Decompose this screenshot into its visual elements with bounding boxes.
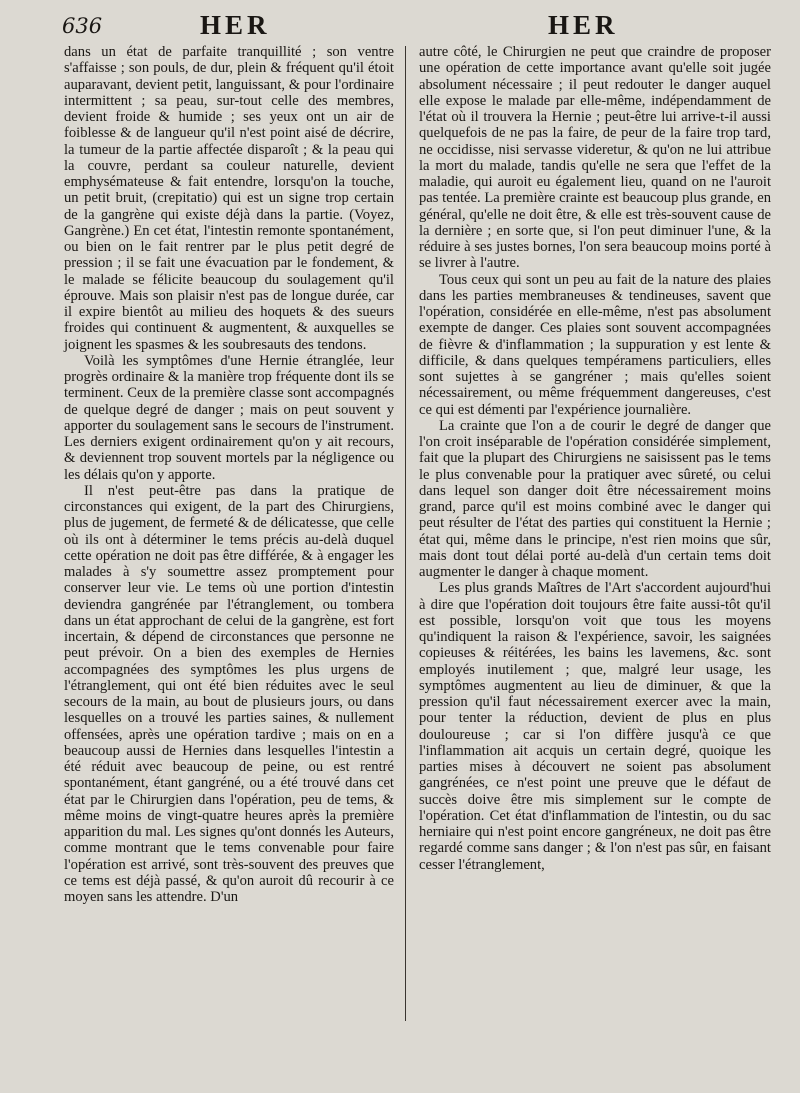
paragraph: La crainte que l'on a de courir le degré de danger que l'on croit inséparable de l'opération considérée simplement, fait que la plupart des Chirurgiens ne saisissent pas le tems le plus convenable pour la pratiquer avec sûreté, ou celui dans lequel son danger doit être nécessairement moins grand, parce qu'il est moins combiné avec le danger qui peut résulter de l'état des parties qui constituent la Hernie ; état qui, même dans le principe, n'est rien moins que sûr, mais dont tout délai porté au-delà d'un certain tems doit augmenter le danger à chaque moment. (419, 417, 771, 580)
paragraph: dans un état de parfaite tranquillité ; son ventre s'affaisse ; son pouls, de dur, plein & fréquent qu'il étoit auparavant, devient petit, languissant, & pour l'ordinaire intermittent ; sa peau, sur-tout celle des membres, devient froide & humide ; ses yeux ont un air de foiblesse & de langueur qu'il n'est point aisé de décrire, la tumeur de la partie affectée disparoît ; & la peau qui la couvre, perdant sa couleur naturelle, devient emphysémateuse & fait entendre, lorsqu'on la touche, un petit bruit, (crepitatio) qui est un signe trop certain de la gangrène qui existe déjà dans la partie. (Voyez, Gangrène.) En cet état, l'intestin remonte spontanément, ou bien on le fait rentrer par le plus petit degré de pression ; il se fait une évacuation par le fondement, & le malade se félicite beaucoup du soulagement qu'il éprouve. Mais son plaisir n'est pas de longue durée, car il expire bientôt au milieu des hoquets & des sueurs froides qui continuent & augmentent, & auxquelles se joignent les spasmes & les soubresauts des tendons. (64, 44, 394, 353)
right-column (419, 44, 771, 873)
page-header (0, 10, 800, 44)
running-head-left: HER (200, 10, 271, 40)
paragraph: Voilà les symptômes d'une Hernie étranglée, leur progrès ordinaire & la manière trop fréquente dont ils se terminent. Ceux de la première classe sont accompagnés de quelque degré de danger ; mais on peut souvent y apporter du soulagement sans le secours de l'instrument. Les derniers exigent ordinairement qu'on y ait recours, & deviennent trop souvent mortels par la négligence ou les délais qu'on y apporte. (64, 352, 394, 483)
running-head-right: HER (548, 10, 619, 40)
column-divider (405, 46, 406, 1021)
paragraph: Il n'est peut-être pas dans la pratique de circonstances qui exigent, de la part des Chirurgiens, plus de jugement, de fermeté & de délicatesse, que celle où ils ont à déterminer le tems précis au-delà duquel cette opération ne doit pas être différée, & à engager les malades à s'y soumettre assez promptement pour conserver leur vie. Le tems où une portion d'intestin deviendra gangrénée par l'étranglement, ou tombera dans un état approchant de celui de la gangrène, est fort incertain, & dépend de circonstances que personne ne peut prévoir. On a bien des exemples de Hernies accompagnées des symptômes les plus urgens de l'étranglement, qui ont été bien réduites avec le seul secours de la main, au bout de plusieurs jours, ou dans lesquelles on a trouvé les parties saines, & nullement offensées, après une opération tardive ; mais on en a beaucoup aussi de Hernies dans lesquelles l'intestin a été réduit avec beaucoup de peine, ou est rentré spontanément, étant gangréné, ou a été trouvé dans cet état par le Chirurgien dans l'opération, peu de tems, & même moins de vingt-quatre heures après la première apparition du mal. Les signes qu'ont donnés les Auteurs, comme montrant que le tems convenable pour faire l'opération est arrivé, sont très-souvent des preuves que ce tems est déjà passé, & qu'on auroit dû recourir à ce moyen sans les attendre. D'un (64, 482, 394, 905)
left-column (64, 44, 394, 905)
paragraph: autre côté, le Chirurgien ne peut que craindre de proposer une opération de cette importance avant qu'elle soit jugée absolument nécessaire ; il peut redouter le danger auquel elle expose le malade par elle-même, indépendamment de l'état où il trouvera la Hernie ; peut-être lui arrive-t-il aussi quelquefois de ne pas la faire, de peur de la faire trop tard, ne occidisse, nisi servasse videretur, & qu'on ne lui attribue la mort du malade, tandis qu'elle ne sera que l'effet de la maladie, qui auroit eu également lieu, quand on ne l'auroit pas tentée. La première crainte est beaucoup plus grande, en général, qu'elle ne doit être, & elle est très-souvent cause de la dernière ; en sorte que, si l'on peut diminuer l'une, & la réduire à ses justes bornes, l'on sera beaucoup moins porté à se livrer à l'autre. (419, 44, 771, 272)
page-number: 636 (62, 14, 103, 38)
paragraph: Tous ceux qui sont un peu au fait de la nature des plaies dans les parties membraneuses & tendineuses, savent que l'opération, considérée en elle-même, n'est pas absolument exempte de danger. Ces plaies sont souvent accompagnées de fièvre & d'inflammation ; la suppuration y est lente & difficile, & dans quelques tempéramens particuliers, elles sont sujettes à se gangréner ; mais qu'elles soient nécessairement, ou même fréquemment dangereuses, c'est ce qui est démenti par l'expérience journalière. (419, 271, 771, 418)
paragraph: Les plus grands Maîtres de l'Art s'accordent aujourd'hui à dire que l'opération doit toujours être faite aussi-tôt qu'il est possible, lorsqu'on voit que tous les moyens qu'indiquent la raison & l'expérience, savoir, les saignées copieuses & réitérées, les bains les lavemens, &c. sont employés inutilement ; que, malgré leur usage, les symptômes augmentent au lieu de diminuer, & que la pression qu'il faut nécessairement exercer avec la main, pour tenter la réduction, devient de plus en plus douloureuse ; car si l'on diffère jusqu'à ce que l'inflammation ait acquis un certain degré, quoique les parties mises à découvert ne soient pas absolument gangrénées, ce n'est point une preuve que le défaut de succès doive être mis simplement sur le compte de l'opération. Cet état d'inflammation de l'intestin, ou du sac herniaire qui n'est point encore gangréneux, ne doit pas être regardé comme sans danger ; & l'on n'est pas sûr, en faisant cesser l'étranglement, (419, 580, 771, 873)
